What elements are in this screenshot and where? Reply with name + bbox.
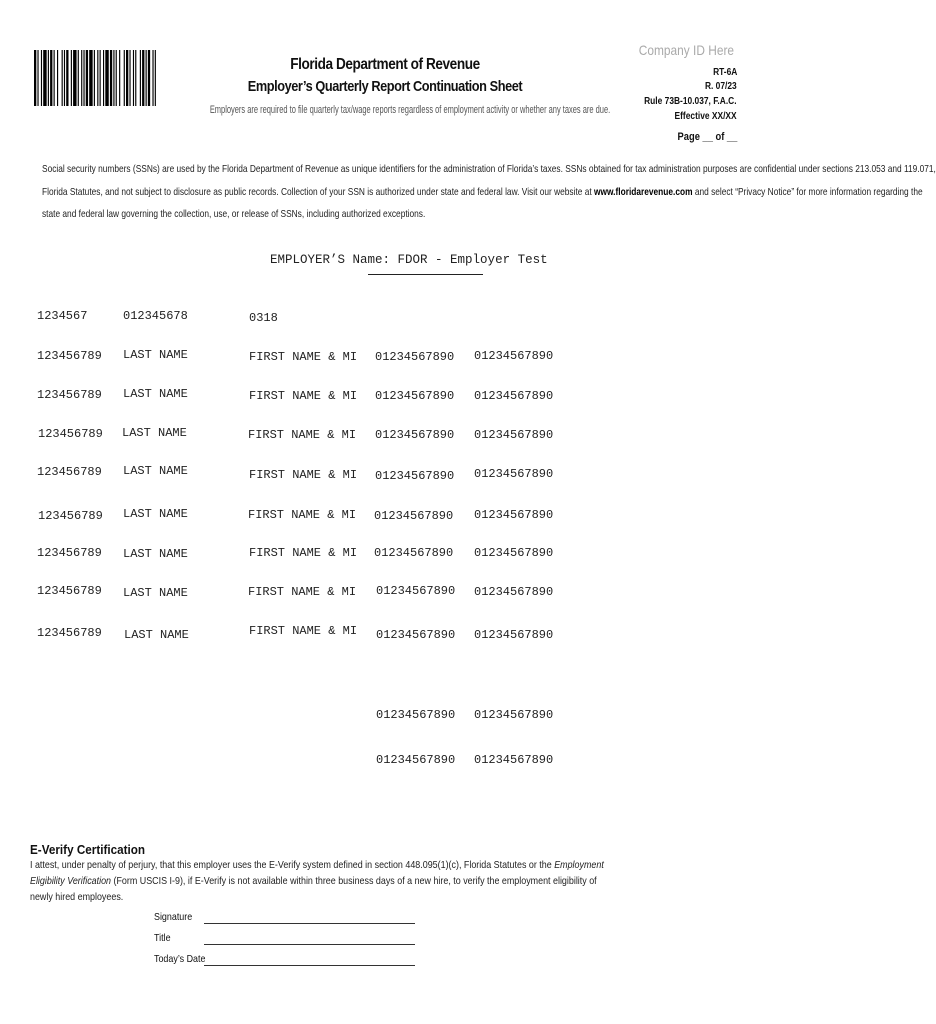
employee-gross-wages: 01234567890 xyxy=(374,509,454,523)
employee-taxable-wages: 01234567890 xyxy=(474,467,554,481)
total-gross-wages: 01234567890 xyxy=(376,708,456,722)
employee-taxable-wages: 01234567890 xyxy=(474,389,554,403)
employee-last-name: LAST NAME xyxy=(123,586,188,600)
privacy-text: and select “Privacy Notice” for more information regarding the xyxy=(692,186,923,198)
form-title: Florida Department of Revenue xyxy=(290,56,480,73)
employee-first-name: FIRST NAME & MI xyxy=(248,428,357,442)
employee-first-name: FIRST NAME & MI xyxy=(248,585,357,599)
fein: 012345678 xyxy=(123,309,188,323)
employee-first-name: FIRST NAME & MI xyxy=(249,350,358,364)
employee-last-name: LAST NAME xyxy=(123,387,188,401)
employee-last-name: LAST NAME xyxy=(123,348,188,362)
employee-ssn: 123456789 xyxy=(37,546,102,560)
everify-text: (Form USCIS I-9), if E-Verify is not available within three business days of a new hire, to verify the employment eligibility of xyxy=(111,875,597,887)
employer-name-underline xyxy=(368,274,483,275)
employee-ssn: 123456789 xyxy=(38,509,103,523)
employee-taxable-wages: 01234567890 xyxy=(474,628,554,642)
employee-first-name: FIRST NAME & MI xyxy=(249,624,358,638)
employee-gross-wages: 01234567890 xyxy=(376,628,456,642)
employee-taxable-wages: 01234567890 xyxy=(474,349,554,363)
date-line[interactable] xyxy=(204,965,415,966)
employee-ssn: 123456789 xyxy=(37,626,102,640)
form-code: RT-6A xyxy=(712,66,737,78)
employee-gross-wages: 01234567890 xyxy=(375,428,455,442)
employee-last-name: LAST NAME xyxy=(124,628,189,642)
employee-ssn: 123456789 xyxy=(37,349,102,363)
signature-label: Signature xyxy=(154,911,193,923)
filing-note: Employers are required to file quarterly tax/wage reports regardless of employment activity or whether any taxes are due. xyxy=(209,104,611,116)
employer-name xyxy=(270,253,548,267)
employee-gross-wages: 01234567890 xyxy=(375,389,455,403)
employee-ssn: 123456789 xyxy=(37,388,102,402)
signature-line[interactable] xyxy=(204,923,415,924)
employee-taxable-wages: 01234567890 xyxy=(474,585,554,599)
title-line[interactable] xyxy=(204,944,415,945)
employee-first-name: FIRST NAME & MI xyxy=(248,508,357,522)
company-id: Company ID Here xyxy=(638,42,734,58)
account-number: 1234567 xyxy=(37,309,88,323)
employee-ssn: 123456789 xyxy=(37,465,102,479)
rule-reference: Rule 73B-10.037, F.A.C. xyxy=(644,95,737,107)
employee-gross-wages: 01234567890 xyxy=(375,469,455,483)
total-excess-wages: 01234567890 xyxy=(376,753,456,767)
employee-gross-wages: 01234567890 xyxy=(374,546,454,560)
form-subtitle: Employer’s Quarterly Report Continuation Sheet xyxy=(247,78,523,95)
revision-date: R. 07/23 xyxy=(705,80,737,92)
privacy-notice-line-3: state and federal law governing the collection, use, or release of SSNs, including authorized exceptions. xyxy=(42,208,426,220)
total-reemployment-wages: 01234567890 xyxy=(474,753,554,767)
everify-text-line-2 xyxy=(30,875,597,887)
website-link[interactable]: www.floridarevenue.com xyxy=(594,186,693,198)
employee-last-name: LAST NAME xyxy=(123,464,188,478)
everify-heading: E-Verify Certification xyxy=(30,842,146,857)
employee-first-name: FIRST NAME & MI xyxy=(249,546,358,560)
everify-text-line-1 xyxy=(30,859,604,871)
employee-ssn: 123456789 xyxy=(37,584,102,598)
total-taxable-wages: 01234567890 xyxy=(474,708,554,722)
employee-taxable-wages: 01234567890 xyxy=(474,508,554,522)
employee-first-name: FIRST NAME & MI xyxy=(249,468,358,482)
employee-gross-wages: 01234567890 xyxy=(376,584,456,598)
employee-taxable-wages: 01234567890 xyxy=(474,546,554,560)
everify-form-name: Eligibility Verification xyxy=(30,875,112,887)
title-label: Title xyxy=(154,932,171,944)
page-number: Page __ of __ xyxy=(677,131,737,143)
quarter-ending: 0318 xyxy=(249,311,278,325)
date-label: Today’s Date xyxy=(154,953,206,965)
employee-last-name: LAST NAME xyxy=(123,547,188,561)
everify-text-line-3: newly hired employees. xyxy=(30,891,124,903)
employee-last-name: LAST NAME xyxy=(122,426,187,440)
everify-text: I attest, under penalty of perjury, that this employer uses the E-Verify system defined in section 448.095(1)(c), Florida Statutes or the xyxy=(30,859,555,871)
employee-ssn: 123456789 xyxy=(38,427,103,441)
employee-taxable-wages: 01234567890 xyxy=(474,428,554,442)
effective-date: Effective XX/XX xyxy=(674,110,737,122)
employee-last-name: LAST NAME xyxy=(123,507,188,521)
employee-gross-wages: 01234567890 xyxy=(375,350,455,364)
employer-name-label: EMPLOYER’S Name: xyxy=(270,253,391,267)
everify-form-name: Employment xyxy=(554,859,604,871)
privacy-text: Florida Statutes, and not subject to disclosure as public records. Collection of your SSN is authorized under state and federal law. Visit our website at xyxy=(42,186,595,198)
privacy-notice-line-2 xyxy=(42,186,923,198)
employer-name-value: FDOR - Employer Test xyxy=(397,253,548,267)
privacy-notice-line-1: Social security numbers (SSNs) are used by the Florida Department of Revenue as unique identifiers for the administration of Florida’s taxes. SSNs obtained for tax administration purposes are confidential under sections 213.053 and 119.071, xyxy=(42,163,936,175)
employee-first-name: FIRST NAME & MI xyxy=(249,389,358,403)
